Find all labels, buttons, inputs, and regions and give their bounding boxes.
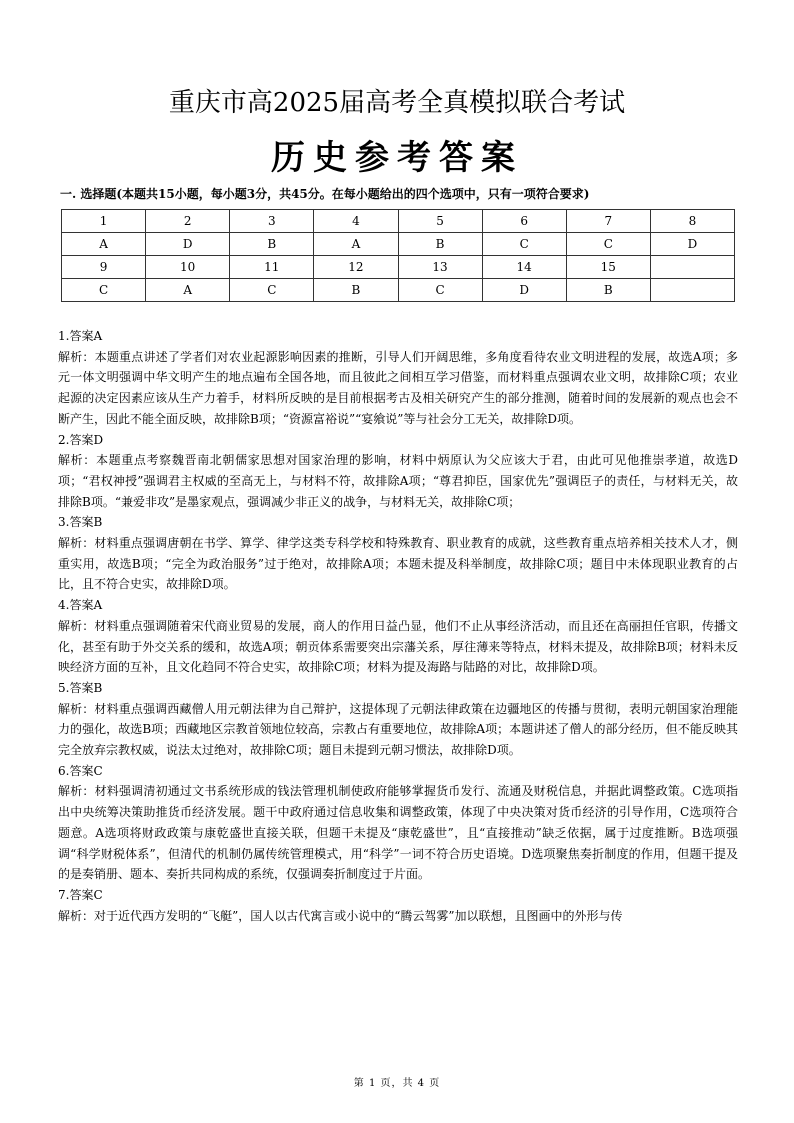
answer-letter-cell: C xyxy=(566,233,650,256)
answer-letter-cell: C xyxy=(482,233,566,256)
answer-title: 2.答案D xyxy=(58,432,104,447)
answer-letter-cell: A xyxy=(146,279,230,302)
answer-letter-cell: A xyxy=(314,233,398,256)
question-number-cell: 15 xyxy=(566,256,650,279)
section-heading: 一. 选择题(本题共15小题，每小题3分，共45分。在每小题给出的四个选项中，只有一项符合要求) xyxy=(60,187,590,201)
answer-analysis: 解析：材料重点强调随着宋代商业贸易的发展，商人的作用日益凸显，他们不止从事经济活动，而且还在高丽担任官职，传播文化，甚至有助于外交关系的缓和，故选A项；朝贡体系需要突出宗藩关系，厚往薄来等特点，材料未提及，故排除B项；材料未反映经济方面的互补，且文化趋同不符合史实，故排除C项；材料为提及海路与陆路的对比，故排除D项。 xyxy=(58,618,738,675)
question-number-cell: 4 xyxy=(314,210,398,233)
answer-letter-cell: B xyxy=(230,233,314,256)
question-number-cell: 8 xyxy=(650,210,734,233)
answer-letter-row xyxy=(62,233,735,256)
question-number-cell: 2 xyxy=(146,210,230,233)
answer-title: 7.答案C xyxy=(58,887,103,902)
answer-letter-row xyxy=(62,279,735,302)
answer-letter-cell: C xyxy=(398,279,482,302)
question-number-cell: 3 xyxy=(230,210,314,233)
question-number-cell: 11 xyxy=(230,256,314,279)
answer-analysis: 解析：材料重点强调西藏僧人用元朝法律为自己辩护，这提体现了元朝法律政策在边疆地区的传播与贯彻，表明元朝国家治理能力的强化，故选B项；西藏地区宗教首领地位较高，宗教占有重要地位，故排除A项；本题讲述了僧人的部分经历，但不能反映其完全放弃宗教权威，说法太过绝对，故排除C项；题目未提到元朝习惯法，故排除D项。 xyxy=(58,701,738,758)
answer-letter-cell: D xyxy=(146,233,230,256)
answer-letter-cell: A xyxy=(62,233,146,256)
document-subtitle: 历史参考答案 xyxy=(271,138,523,178)
answer-title: 5.答案B xyxy=(58,680,103,695)
answer-title: 6.答案C xyxy=(58,763,103,778)
question-number-cell: 5 xyxy=(398,210,482,233)
question-number-cell: 7 xyxy=(566,210,650,233)
question-number-cell: 14 xyxy=(482,256,566,279)
answer-letter-cell: D xyxy=(482,279,566,302)
answer-key-table xyxy=(61,209,735,302)
question-number-cell: 9 xyxy=(62,256,146,279)
answer-analysis: 解析：本题重点讲述了学者们对农业起源影响因素的推断，引导人们开阔思维，多角度看待农业文明进程的发展，故选A项；多元一体文明强调中华文明产生的地点遍布全国各地，而且彼此之间相互学习借鉴，而材料重点强调农业文明，故排除C项；农业起源的决定因素应该从生产力着手，材料所反映的是目前根据考古及相关研究产生的部分推测，随着时间的发展新的观点也会不断产生，因此不能全面反映，故排除B项；“资源富裕说”“宴飨说”等与社会分工无关，故排除D项。 xyxy=(58,349,738,426)
answer-analysis: 解析：材料重点强调唐朝在书学、算学、律学这类专科学校和特殊教育、职业教育的成就，这些教育重点培养相关技术人才，侧重实用，故选B项；“完全为政治服务”过于绝对，故排除A项；本题未提及科举制度，故排除C项；题目中未体现职业教育的占比，且不符合史实，故排除D项。 xyxy=(58,536,738,592)
question-number-cell: 6 xyxy=(482,210,566,233)
answer-letter-cell: C xyxy=(62,279,146,302)
answer-letter-cell: B xyxy=(566,279,650,302)
question-number-cell: 10 xyxy=(146,256,230,279)
answer-letter-cell: B xyxy=(314,279,398,302)
question-number-cell: 12 xyxy=(314,256,398,279)
answer-title: 3.答案B xyxy=(58,515,103,530)
answer-title: 4.答案A xyxy=(58,598,103,613)
answer-letter-cell: B xyxy=(398,233,482,256)
answer-letter-cell xyxy=(650,279,734,302)
question-number-cell: 1 xyxy=(62,210,146,233)
answer-analysis: 解析：对于近代西方发明的“飞艇”，国人以古代寓言或小说中的“腾云驾雾”加以联想，且图画中的外形与传 xyxy=(58,908,623,923)
answer-title: 1.答案A xyxy=(58,329,103,343)
answer-analysis: 解析：本题重点考察魏晋南北朝儒家思想对国家治理的影响，材料中炳原认为父应该大于君，由此可见他推崇孝道，故选D项；“君权神授”强调君主权威的至高无上，与材料不符，故排除A项；“尊君抑臣，国家优先”强调臣子的责任，与材料无关，故排除B项。“兼爱非攻”是墨家观点，强调减少非正义的战争，与材料无关，故排除C项； xyxy=(58,453,738,509)
question-number-row xyxy=(62,210,735,233)
exam-title: 重庆市高2025届高考全真模拟联合考试 xyxy=(168,88,626,118)
answer-letter-cell: D xyxy=(650,233,734,256)
question-number-cell: 13 xyxy=(398,256,482,279)
question-number-row xyxy=(62,256,735,279)
page-number: 第 1 页，共 4 页 xyxy=(353,1078,441,1089)
answer-analysis: 解析：材料强调清初通过文书系统形成的钱法管理机制使政府能够掌握货币发行、流通及财税信息，并据此调整政策。C选项指出中央统筹决策助推货币经济发展。题干中政府通过信息收集和调整政策，体现了中央决策对货币经济的引导作用，C选项符合题意。A选项将财政政策与康乾盛世直接关联，但题干未提及“康乾盛世”，且“直接推动”缺乏依据，属于过度推断。B选项强调“科学财税体系”，但清代的机制仍属传统管理模式，用“科学”一词不符合历史语境。D选项聚焦奏折制度的作用，但题干提及的是奏销册、题本、奏折共同构成的系统，仅强调奏折制度过于片面。 xyxy=(58,784,738,882)
answer-explanations xyxy=(58,326,738,926)
answer-letter-cell: C xyxy=(230,279,314,302)
question-number-cell xyxy=(650,256,734,279)
